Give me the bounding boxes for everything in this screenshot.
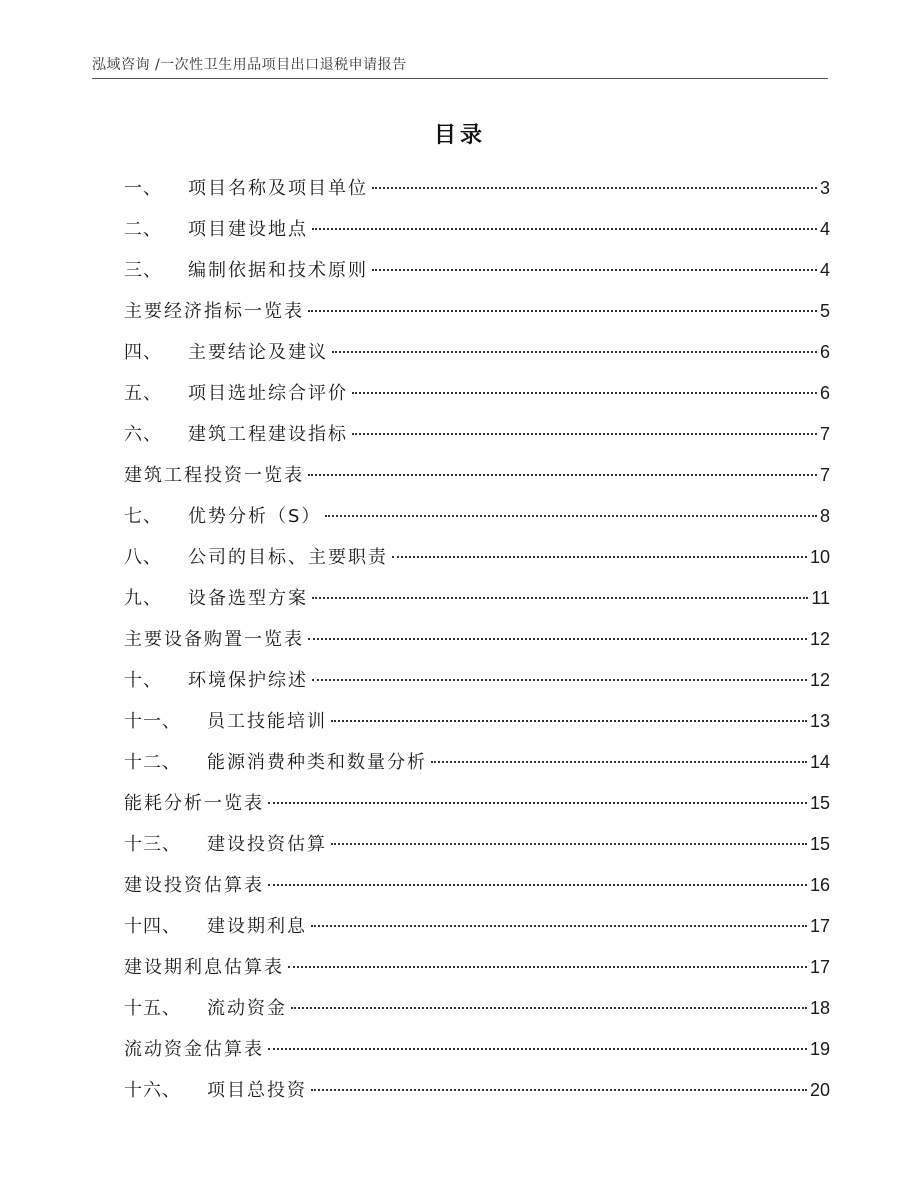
toc-entry[interactable] — [124, 537, 830, 578]
toc-entry-label[interactable]: 建设期利息估算表 — [124, 957, 284, 978]
toc-entry[interactable] — [124, 291, 830, 332]
toc-entry-number: 一、 — [124, 178, 162, 199]
toc-entry-page-number[interactable]: 5 — [819, 301, 830, 321]
toc-entry-number: 十四、 — [124, 916, 181, 937]
toc-entry-label[interactable]: 项目建设地点 — [188, 219, 308, 240]
toc-entry-number: 八、 — [124, 547, 162, 568]
toc-entry-number: 十二、 — [124, 752, 181, 773]
toc-entry-page-number[interactable]: 13 — [809, 711, 830, 731]
header-title: 泓域咨询 /一次性卫生用品项目出口退税申请报告 — [92, 57, 407, 73]
toc-entry-number: 十五、 — [124, 998, 181, 1019]
toc-entry-label[interactable]: 主要设备购置一览表 — [124, 629, 304, 650]
toc-dot-leader — [268, 802, 807, 804]
toc-entry-page-number[interactable]: 14 — [809, 752, 830, 772]
toc-entry[interactable] — [124, 373, 830, 414]
header-divider — [92, 78, 828, 79]
toc-entry-label[interactable]: 建设投资估算表 — [124, 875, 264, 896]
toc-entry-page-number[interactable]: 15 — [809, 793, 830, 813]
toc-dot-leader — [308, 474, 817, 476]
toc-entry-page-number[interactable]: 8 — [819, 506, 830, 526]
toc-entry-label[interactable]: 流动资金 — [207, 998, 287, 1019]
toc-entry-page-number[interactable]: 11 — [811, 588, 830, 608]
toc-entry-page-number[interactable]: 12 — [809, 670, 830, 690]
toc-entry-label[interactable]: 建设期利息 — [207, 916, 307, 937]
toc-entry-label[interactable]: 建设投资估算 — [207, 834, 327, 855]
toc-entry-page-number[interactable]: 6 — [819, 342, 830, 362]
toc-dot-leader — [372, 187, 817, 189]
toc-entry[interactable] — [124, 988, 830, 1029]
toc-entry-page-number[interactable]: 17 — [809, 957, 830, 977]
toc-entry-number: 十六、 — [124, 1080, 181, 1101]
page-header — [92, 52, 828, 82]
toc-entry[interactable] — [124, 619, 830, 660]
toc-entry[interactable] — [124, 824, 830, 865]
toc-entry[interactable] — [124, 578, 830, 619]
toc-entry[interactable] — [124, 1029, 830, 1070]
toc-entry-number: 九、 — [124, 588, 162, 609]
toc-entry-label[interactable]: 能源消费种类和数量分析 — [207, 752, 427, 773]
toc-entry-number: 十、 — [124, 670, 162, 691]
toc-entry-number: 七、 — [124, 506, 162, 527]
toc-entry-label[interactable]: 项目总投资 — [207, 1080, 307, 1101]
toc-entry-page-number[interactable]: 17 — [809, 916, 830, 936]
toc-entry[interactable] — [124, 332, 830, 373]
toc-entry-label[interactable]: 员工技能培训 — [207, 711, 327, 732]
toc-dot-leader — [332, 351, 817, 353]
toc-dot-leader — [372, 269, 817, 271]
toc-entry[interactable] — [124, 250, 830, 291]
toc-entry-number: 二、 — [124, 219, 162, 240]
toc-entry[interactable] — [124, 1070, 830, 1111]
toc-entry-page-number[interactable]: 12 — [809, 629, 830, 649]
toc-entry[interactable] — [124, 414, 830, 455]
toc-dot-leader — [312, 228, 817, 230]
toc-dot-leader — [352, 433, 817, 435]
toc-dot-leader — [311, 925, 807, 927]
toc-entry[interactable] — [124, 455, 830, 496]
toc-list — [124, 168, 830, 1111]
toc-title: 目录 — [433, 123, 486, 148]
toc-entry-label[interactable]: 环境保护综述 — [188, 670, 308, 691]
toc-dot-leader — [268, 884, 807, 886]
toc-dot-leader — [312, 597, 808, 599]
toc-entry-page-number[interactable]: 20 — [809, 1080, 830, 1100]
toc-entry-page-number[interactable]: 6 — [819, 383, 830, 403]
toc-entry-page-number[interactable]: 18 — [809, 998, 830, 1018]
toc-entry-label[interactable]: 主要结论及建议 — [188, 342, 328, 363]
toc-dot-leader — [268, 1048, 807, 1050]
toc-entry-page-number[interactable]: 7 — [819, 465, 830, 485]
toc-dot-leader — [325, 515, 817, 517]
toc-entry-label[interactable]: 公司的目标、主要职责 — [188, 547, 388, 568]
toc-entry-page-number[interactable]: 19 — [809, 1039, 830, 1059]
toc-entry-page-number[interactable]: 15 — [809, 834, 830, 854]
toc-entry-page-number[interactable]: 16 — [809, 875, 830, 895]
toc-dot-leader — [308, 310, 817, 312]
toc-entry-label[interactable]: 项目名称及项目单位 — [188, 178, 368, 199]
toc-entry-label[interactable]: 设备选型方案 — [188, 588, 308, 609]
toc-entry-number: 十一、 — [124, 711, 181, 732]
toc-dot-leader — [331, 720, 807, 722]
toc-entry-page-number[interactable]: 7 — [819, 424, 830, 444]
toc-dot-leader — [312, 679, 807, 681]
toc-entry-label[interactable]: 建筑工程投资一览表 — [124, 465, 304, 486]
toc-entry-label[interactable]: 项目选址综合评价 — [188, 383, 348, 404]
toc-entry-number: 四、 — [124, 342, 162, 363]
toc-entry[interactable] — [124, 496, 830, 537]
toc-dot-leader — [331, 843, 807, 845]
toc-entry-label[interactable]: 编制依据和技术原则 — [188, 260, 368, 281]
toc-dot-leader — [308, 638, 807, 640]
toc-entry[interactable] — [124, 865, 830, 906]
toc-entry[interactable] — [124, 906, 830, 947]
toc-entry-label[interactable]: 优势分析（S） — [188, 506, 322, 527]
toc-entry-page-number[interactable]: 10 — [809, 547, 830, 567]
toc-entry-label[interactable]: 能耗分析一览表 — [124, 793, 264, 814]
toc-entry-number: 三、 — [124, 260, 162, 281]
toc-entry[interactable] — [124, 168, 830, 209]
toc-dot-leader — [291, 1007, 807, 1009]
toc-entry-label[interactable]: 流动资金估算表 — [124, 1039, 264, 1060]
toc-entry-label[interactable]: 主要经济指标一览表 — [124, 301, 304, 322]
toc-entry-page-number[interactable]: 3 — [819, 178, 830, 198]
toc-entry-page-number[interactable]: 4 — [819, 219, 830, 239]
toc-entry[interactable] — [124, 947, 830, 988]
toc-dot-leader — [431, 761, 807, 763]
toc-entry-page-number[interactable]: 4 — [819, 260, 830, 280]
toc-entry-label[interactable]: 建筑工程建设指标 — [188, 424, 348, 445]
toc-entry[interactable] — [124, 660, 830, 701]
toc-dot-leader — [311, 1089, 807, 1091]
toc-entry[interactable] — [124, 783, 830, 824]
toc-entry[interactable] — [124, 701, 830, 742]
toc-dot-leader — [392, 556, 807, 558]
toc-entry[interactable] — [124, 209, 830, 250]
toc-entry-number: 十三、 — [124, 834, 181, 855]
toc-entry[interactable] — [124, 742, 830, 783]
toc-dot-leader — [352, 392, 817, 394]
toc-entry-number: 五、 — [124, 383, 162, 404]
toc-dot-leader — [288, 966, 807, 968]
toc-entry-number: 六、 — [124, 424, 162, 445]
